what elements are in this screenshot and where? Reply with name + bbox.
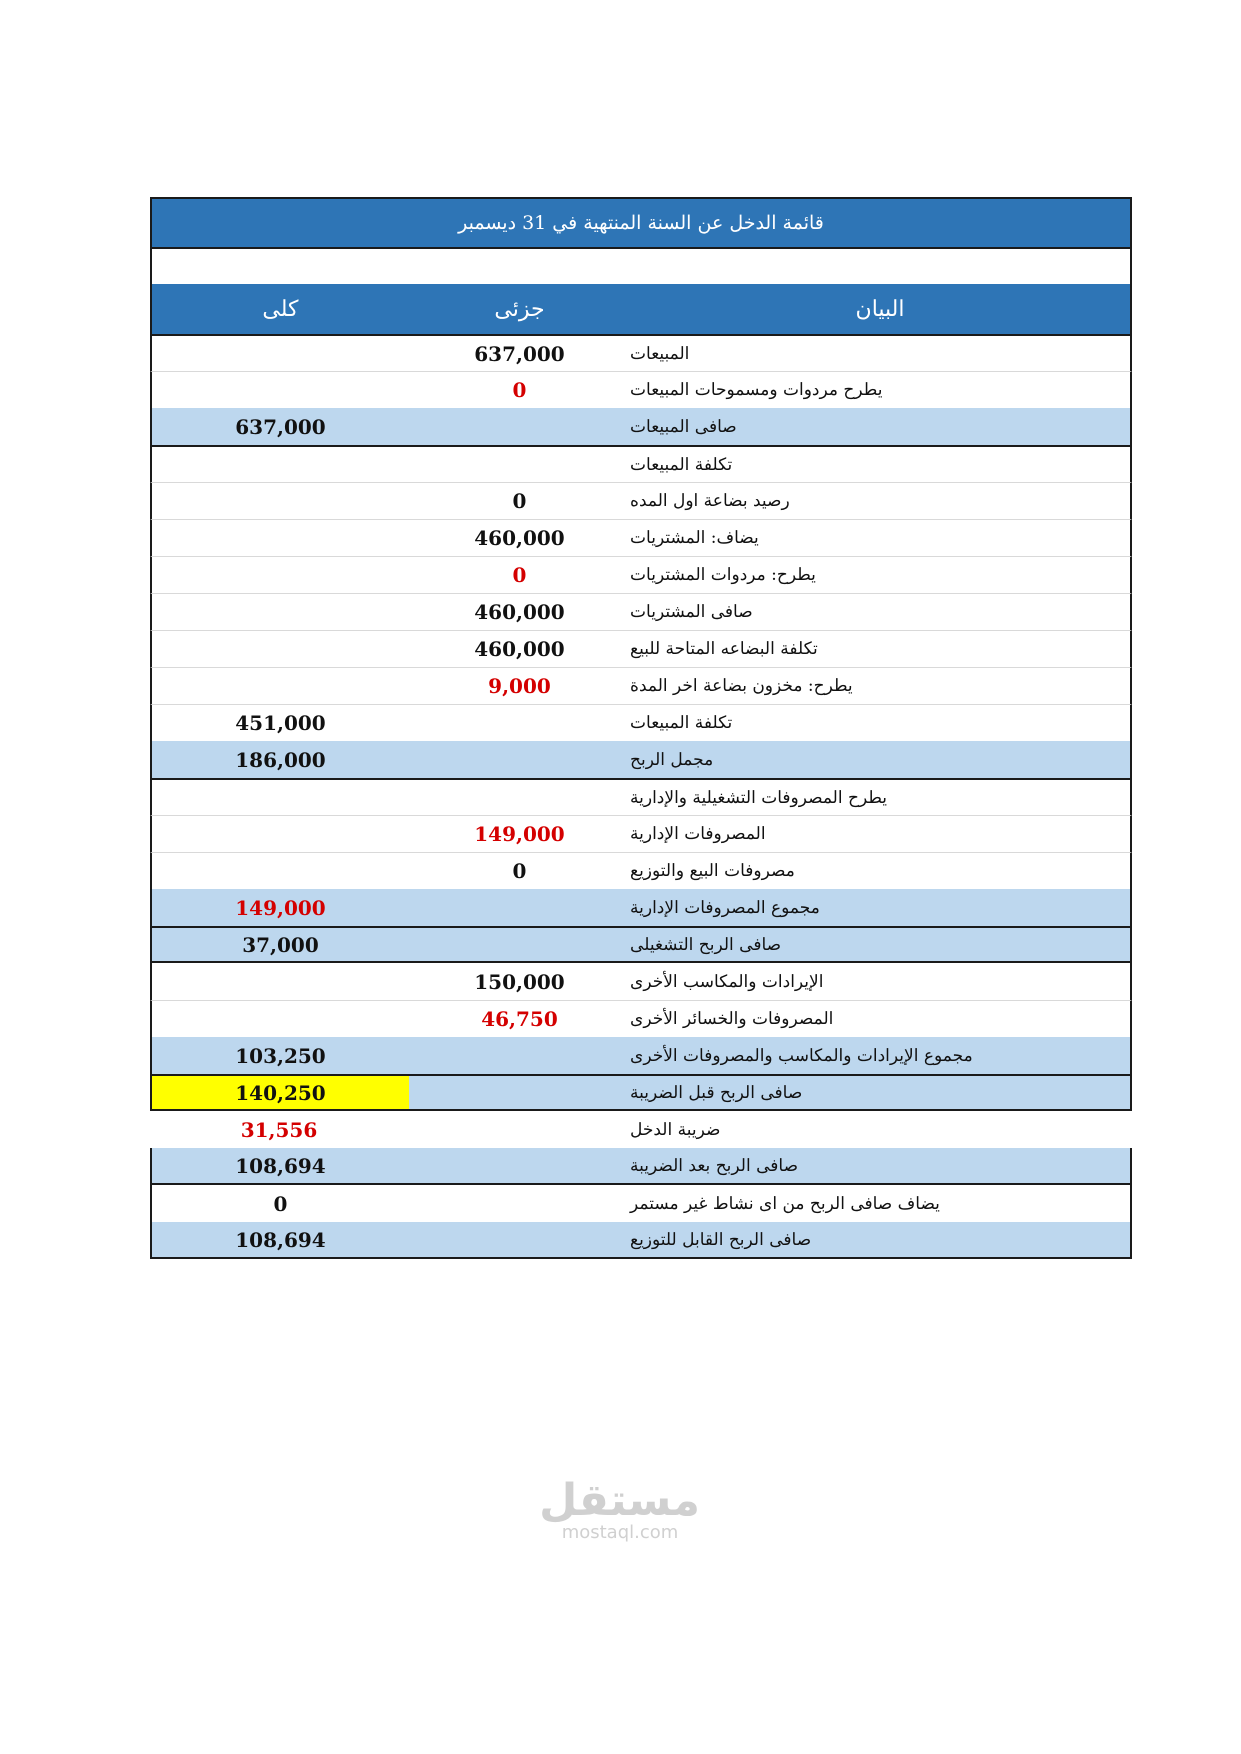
header-row <box>150 284 1132 334</box>
partial-cell: 149,000 <box>474 822 565 846</box>
total-cell <box>152 520 409 556</box>
partial-cell <box>409 928 630 961</box>
table-row <box>150 1037 1132 1074</box>
label-cell: تكلفة البضاعه المتاحة للبيع <box>630 639 818 659</box>
table-row <box>150 482 1132 519</box>
partial-cell: 460,000 <box>474 526 565 550</box>
partial-cell: 150,000 <box>474 969 565 994</box>
table-row <box>150 852 1132 889</box>
partial-cell <box>409 1185 630 1222</box>
label-cell: صافى الربح بعد الضريبة <box>630 1155 798 1176</box>
label-cell: مصروفات البيع والتوزيع <box>630 861 795 881</box>
label-cell: يطرح: مردوات المشتريات <box>630 565 816 585</box>
total-cell: 108,694 <box>235 1227 326 1252</box>
label-cell: المصروفات الإدارية <box>630 824 766 844</box>
statement-title: قائمة الدخل عن السنة المنتهية في 31 ديسمبر <box>150 197 1132 247</box>
partial-cell: 0 <box>512 489 527 513</box>
partial-cell <box>409 408 630 445</box>
label-cell: صافى المبيعات <box>630 416 737 437</box>
watermark-url: mostaql.com <box>561 1522 679 1543</box>
table-row <box>150 1222 1132 1259</box>
table-row <box>150 741 1132 778</box>
table-row <box>150 1148 1132 1185</box>
income-statement-table <box>150 197 1132 1259</box>
total-cell: 31,556 <box>240 1117 318 1142</box>
total-cell <box>152 816 409 852</box>
total-cell: 186,000 <box>235 747 326 772</box>
table-row <box>150 1000 1132 1037</box>
total-cell: 103,250 <box>235 1043 326 1068</box>
partial-cell: 0 <box>512 859 527 883</box>
total-cell <box>152 372 409 408</box>
total-cell <box>152 780 409 815</box>
partial-cell: 0 <box>512 378 527 402</box>
total-cell <box>152 447 409 482</box>
total-cell <box>152 668 409 704</box>
table-row <box>150 445 1132 482</box>
label-cell: صافى الربح قبل الضريبة <box>630 1082 803 1103</box>
table-row <box>150 963 1132 1000</box>
label-cell: تكلفة المبيعات <box>630 454 733 475</box>
table-row <box>150 667 1132 704</box>
partial-cell <box>409 889 630 926</box>
table-row <box>150 778 1132 815</box>
total-cell: 149,000 <box>235 895 326 920</box>
label-cell: المصروفات والخسائر الأخرى <box>630 1009 834 1029</box>
partial-cell: 9,000 <box>488 674 551 698</box>
table-row <box>150 408 1132 445</box>
partial-cell <box>409 447 630 482</box>
label-cell: مجموع الإيرادات والمكاسب والمصروفات الأخرى <box>630 1045 973 1066</box>
label-cell: يطرح المصروفات التشغيلية والإدارية <box>630 787 888 808</box>
total-cell <box>152 631 409 667</box>
total-cell: 108,694 <box>235 1153 326 1178</box>
table-row <box>150 704 1132 741</box>
partial-cell <box>409 1076 630 1109</box>
label-cell: صافى الربح التشغيلى <box>630 934 782 955</box>
label-cell: يضاف: المشتريات <box>630 528 759 548</box>
partial-cell <box>409 1148 630 1183</box>
table-row <box>150 889 1132 926</box>
total-cell <box>152 594 409 630</box>
table-row <box>150 926 1132 963</box>
label-cell: ضريبة الدخل <box>630 1119 721 1140</box>
mostaql-watermark <box>540 1475 700 1543</box>
partial-cell: 460,000 <box>474 600 565 624</box>
label-cell: مجمل الربح <box>630 749 714 770</box>
partial-cell <box>409 741 630 778</box>
header-total: كلى <box>262 296 299 322</box>
total-cell: 0 <box>273 1191 288 1216</box>
partial-cell <box>409 780 630 815</box>
table-row <box>150 519 1132 556</box>
table-row <box>150 593 1132 630</box>
table-row <box>150 371 1132 408</box>
total-cell <box>152 963 409 1000</box>
watermark-logo: مستقل <box>539 1475 700 1526</box>
total-cell <box>152 1001 409 1037</box>
partial-cell: 46,750 <box>481 1007 558 1031</box>
partial-cell: 0 <box>512 563 527 587</box>
total-cell: 37,000 <box>242 932 319 957</box>
table-row <box>150 334 1132 371</box>
label-cell: يطرح مردوات ومسموحات المبيعات <box>630 380 883 400</box>
label-cell: رصيد بضاعة اول المده <box>630 491 790 511</box>
label-cell: صافى الربح القابل للتوزيع <box>630 1229 812 1250</box>
header-partial: جزئى <box>494 296 545 322</box>
table-row <box>150 1185 1132 1222</box>
partial-cell <box>409 1037 630 1074</box>
label-cell: صافى المشتريات <box>630 602 753 622</box>
partial-cell <box>409 705 630 741</box>
total-cell-highlighted: 140,250 <box>152 1076 409 1109</box>
total-cell <box>152 336 409 371</box>
total-cell <box>152 483 409 519</box>
table-row <box>150 630 1132 667</box>
label-cell: يضاف صافى الربح من اى نشاط غير مستمر <box>630 1193 940 1214</box>
partial-cell <box>409 1222 630 1257</box>
total-cell: 637,000 <box>235 414 326 439</box>
partial-cell <box>408 1111 630 1148</box>
label-cell: يطرح: مخزون بضاعة اخر المدة <box>630 676 853 696</box>
partial-cell: 637,000 <box>474 341 565 366</box>
header-description: البيان <box>855 296 905 322</box>
table-row <box>150 556 1132 593</box>
table-row <box>150 1074 1132 1111</box>
partial-cell: 460,000 <box>474 637 565 661</box>
label-cell: المبيعات <box>630 343 690 364</box>
label-cell: مجموع المصروفات الإدارية <box>630 897 820 918</box>
blank-row <box>150 247 1132 284</box>
total-cell: 451,000 <box>235 711 326 735</box>
label-cell: الإيرادات والمكاسب الأخرى <box>630 971 824 992</box>
total-cell <box>152 853 409 889</box>
total-cell <box>152 557 409 593</box>
table-row <box>150 815 1132 852</box>
table-row <box>150 1111 1132 1148</box>
label-cell: تكلفة المبيعات <box>630 713 733 733</box>
